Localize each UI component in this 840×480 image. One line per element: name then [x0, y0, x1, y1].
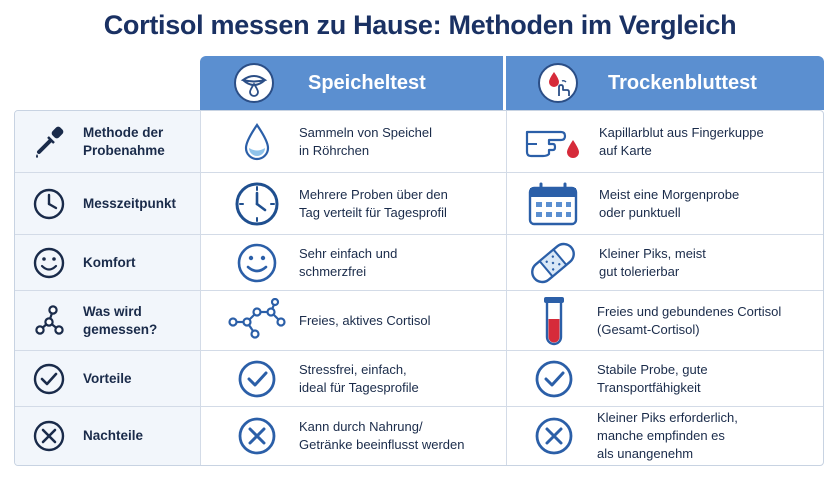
row-label-cell — [15, 351, 201, 406]
table-row-komfort — [15, 235, 823, 291]
table-row-probenahme — [15, 111, 823, 173]
calendar-icon — [527, 181, 579, 227]
blood-text: Kleiner Piks erforderlich, manche empfinden es als unangenehm — [597, 410, 738, 461]
saliva-cell — [201, 235, 507, 290]
row-label-cell — [15, 173, 201, 234]
bandage-icon — [527, 240, 579, 286]
test-tube-icon — [531, 295, 577, 347]
blood-cell — [507, 173, 823, 234]
finger-card-icon — [523, 122, 583, 162]
smiley-icon — [29, 243, 69, 283]
smiley-icon — [234, 240, 280, 286]
saliva-cell — [201, 351, 507, 406]
finger-blood-drop-icon — [538, 63, 578, 103]
blood-cell — [507, 235, 823, 290]
saliva-text: Sehr einfach und schmerzfrei — [299, 245, 398, 279]
saliva-text: Freies, aktives Cortisol — [299, 312, 431, 328]
table-row-messzeitpunkt — [15, 173, 823, 235]
table-row-gemessen — [15, 291, 823, 351]
check-circle-icon — [531, 356, 577, 402]
column-header-saliva-label: Speicheltest — [308, 71, 426, 94]
x-circle-icon — [531, 413, 577, 459]
x-circle-icon — [29, 416, 69, 456]
saliva-cell — [201, 111, 507, 172]
blood-text: Meist eine Morgenprobe oder punktuell — [599, 186, 740, 220]
row-label-cell — [15, 291, 201, 350]
check-circle-icon — [29, 359, 69, 399]
row-label: Methode der Probenahme — [83, 124, 165, 158]
row-label: Vorteile — [83, 370, 132, 386]
clock-icon — [234, 181, 280, 227]
row-label: Was wird gemessen? — [83, 303, 158, 337]
molecule-icon — [29, 301, 69, 341]
blood-cell — [507, 111, 823, 172]
row-label-cell — [15, 407, 201, 465]
table-row-nachteile — [15, 407, 823, 465]
blood-text: Freies und gebundenes Cortisol (Gesamt-Cortisol) — [597, 303, 782, 337]
table-row-vorteile — [15, 351, 823, 407]
blood-text: Kleiner Piks, meist gut tolerierbar — [599, 245, 706, 279]
check-circle-icon — [234, 356, 280, 402]
blood-text: Kapillarblut aus Fingerkuppe auf Karte — [599, 124, 764, 158]
saliva-cell — [201, 407, 507, 465]
comparison-table — [14, 110, 824, 466]
blood-cell — [507, 407, 823, 465]
row-label-cell — [15, 111, 201, 172]
column-header-saliva — [200, 56, 503, 110]
saliva-text: Stressfrei, einfach, ideal für Tagesprofile — [299, 361, 419, 395]
blood-cell — [507, 291, 823, 350]
droplet-icon — [234, 119, 280, 165]
blood-cell — [507, 351, 823, 406]
page-title: Cortisol messen zu Hause: Methoden im Vergleich — [103, 10, 737, 40]
row-label: Nachteile — [83, 428, 144, 443]
x-circle-icon — [234, 413, 280, 459]
row-label-cell — [15, 235, 201, 290]
saliva-text: Mehrere Proben über den Tag verteilt für Tagesprofil — [299, 186, 448, 220]
saliva-text: Kann durch Nahrung/ Getränke beeinflusst werden — [299, 419, 465, 452]
pipette-icon — [29, 122, 69, 162]
saliva-text: Sammeln von Speichel in Röhrchen — [299, 124, 432, 158]
saliva-cell — [201, 173, 507, 234]
column-header-blood — [506, 56, 824, 110]
blood-text: Stabile Probe, gute Transportfähigkeit — [597, 361, 708, 395]
clock-icon — [29, 184, 69, 224]
row-label: Messzeitpunkt — [83, 195, 177, 211]
mouth-droplet-icon — [234, 63, 274, 103]
saliva-cell — [201, 291, 507, 350]
molecule-icon — [227, 298, 287, 344]
row-label: Komfort — [83, 254, 136, 270]
column-header-blood-label: Trockenbluttest — [608, 71, 757, 94]
